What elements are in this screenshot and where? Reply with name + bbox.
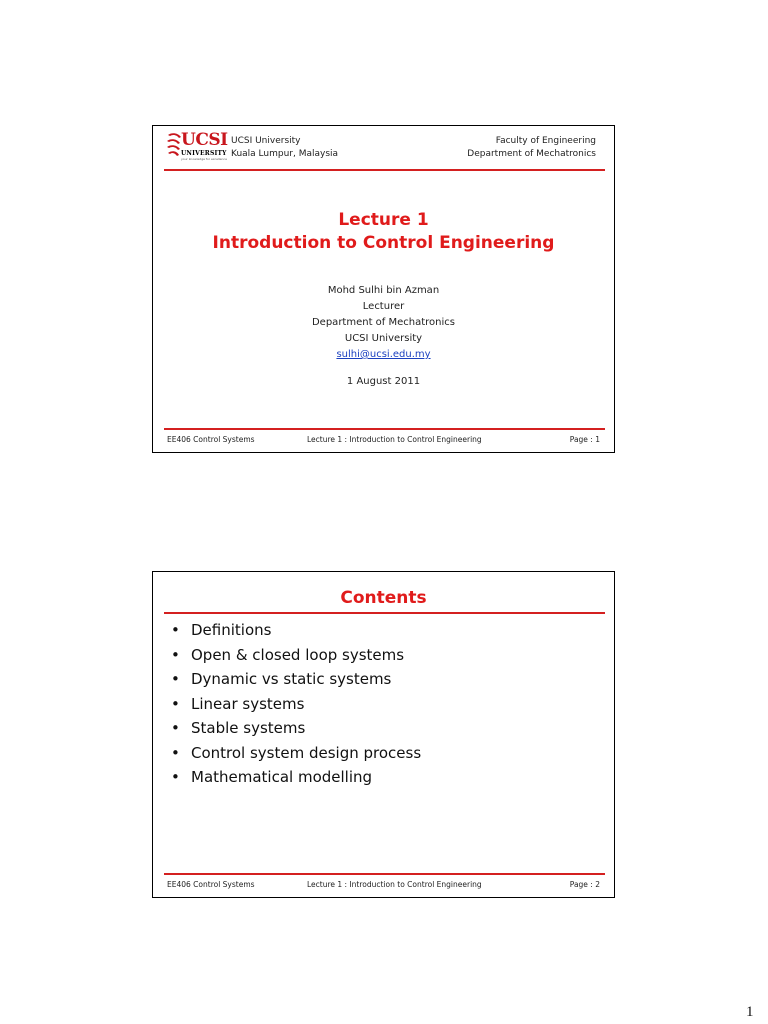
author-name: Mohd Sulhi bin Azman	[327, 285, 440, 296]
lecture-title	[153, 209, 614, 255]
footer-page: Page : 1	[569, 435, 600, 444]
footer-divider	[164, 428, 605, 430]
ucsi-emblem-icon	[166, 132, 182, 158]
header-left	[231, 135, 338, 161]
bullet-icon: •	[171, 768, 180, 786]
title-divider	[164, 612, 605, 614]
lecture-subject: Introduction to Control Engineering	[212, 233, 555, 253]
footer-page: Page : 2	[569, 880, 600, 889]
list-item: • Open & closed loop systems	[171, 643, 421, 668]
header-divider	[164, 169, 605, 171]
university-location: Kuala Lumpur, Malaysia	[231, 149, 339, 159]
footer-divider	[164, 873, 605, 875]
slide-footer	[167, 880, 600, 892]
list-item: • Mathematical modelling	[171, 765, 421, 790]
bullet-icon: •	[171, 743, 180, 762]
contents-title: Contents	[340, 588, 427, 608]
author-university: UCSI University	[344, 333, 423, 344]
author-email-link[interactable]: sulhi@ucsi.edu.my	[336, 349, 431, 360]
faculty-name: Faculty of Engineering	[495, 136, 596, 146]
author-info	[153, 283, 614, 363]
list-item: • Definitions	[171, 618, 421, 643]
slide-1	[152, 125, 615, 453]
footer-lecture: Lecture 1 : Introduction to Control Engineering	[307, 880, 482, 889]
university-name: UCSI University	[231, 136, 301, 146]
header-right	[467, 135, 596, 161]
list-item: • Dynamic vs static systems	[171, 667, 421, 692]
lecture-date: 1 August 2011	[346, 376, 421, 387]
bullet-icon: •	[171, 670, 180, 688]
bullet-icon: •	[171, 621, 180, 639]
department-name: Department of Mechatronics	[467, 149, 596, 159]
footer-course: EE406 Control Systems	[167, 435, 255, 444]
list-item: • Stable systems	[171, 716, 421, 741]
slide-footer	[167, 435, 600, 447]
logo-brand: UCSI	[181, 130, 228, 150]
logo-tagline: your knowledge for excellence	[181, 157, 227, 161]
list-item: • Control system design process	[171, 741, 421, 766]
logo-sub: UNIVERSITY	[181, 150, 227, 157]
slide-2	[152, 571, 615, 898]
footer-course: EE406 Control Systems	[167, 880, 255, 889]
sheet-page-number: 1	[746, 1004, 754, 1020]
author-department: Department of Mechatronics	[311, 317, 455, 328]
bullet-icon: •	[171, 645, 180, 664]
bullet-icon: •	[171, 719, 180, 737]
lecture-number: Lecture 1	[338, 210, 429, 230]
author-position: Lecturer	[362, 301, 405, 312]
list-item: • Linear systems	[171, 692, 421, 717]
ucsi-logo	[166, 130, 228, 164]
footer-lecture: Lecture 1 : Introduction to Control Engineering	[307, 435, 482, 444]
contents-list	[171, 618, 421, 790]
bullet-icon: •	[171, 694, 180, 713]
